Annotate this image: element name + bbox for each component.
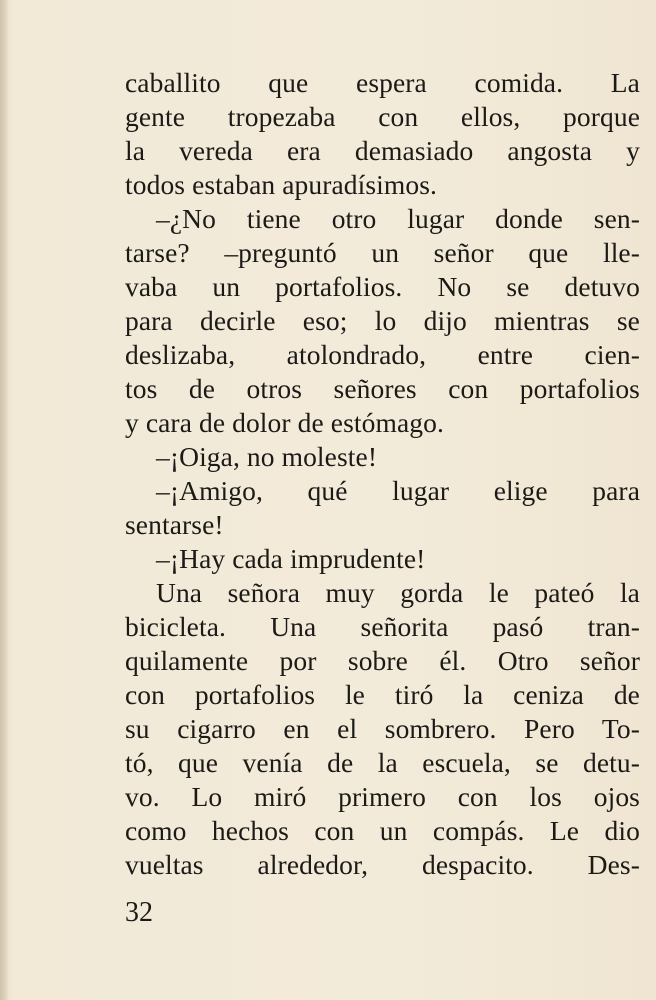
page-number: 32 [125, 897, 153, 928]
page-gutter-shadow [0, 0, 9, 1000]
text-line: sentarse! [125, 509, 224, 540]
text-line: –¿No tiene otro lugar donde sen- [156, 203, 640, 234]
text-line: –¡Amigo, qué lugar elige para [156, 475, 640, 506]
text-line: la vereda era demasiado angosta y [125, 135, 640, 166]
text-line: tos de otros señores con portafolios [125, 373, 640, 404]
text-line: Una señora muy gorda le pateó la [156, 577, 640, 608]
text-line: para decirle eso; lo dijo mientras se [125, 305, 640, 336]
text-line: vo. Lo miró primero con los ojos [125, 781, 640, 812]
text-line: quilamente por sobre él. Otro señor [125, 645, 640, 676]
text-line: tó, que venía de la escuela, se detu- [125, 747, 640, 778]
text-line: –¡Oiga, no moleste! [156, 441, 378, 472]
text-line: vaba un portafolios. No se detuvo [125, 271, 640, 302]
text-line: –¡Hay cada imprudente! [156, 543, 426, 574]
text-line: con portafolios le tiró la ceniza de [125, 679, 640, 710]
text-line: y cara de dolor de estómago. [125, 407, 444, 438]
text-line: deslizaba, atolondrado, entre cien- [125, 339, 640, 370]
text-line: todos estaban apuradísimos. [125, 169, 438, 200]
text-line: caballito que espera comida. La [125, 67, 640, 98]
text-line: como hechos con un compás. Le dio [125, 815, 640, 846]
text-line: tarse? –preguntó un señor que lle- [125, 237, 640, 268]
text-line: bicicleta. Una señorita pasó tran- [125, 611, 640, 642]
text-line: su cigarro en el sombrero. Pero To- [125, 713, 640, 744]
body-text [125, 66, 640, 882]
text-line: gente tropezaba con ellos, porque [125, 101, 640, 132]
text-line: vueltas alrededor, despacito. Des- [125, 849, 640, 880]
